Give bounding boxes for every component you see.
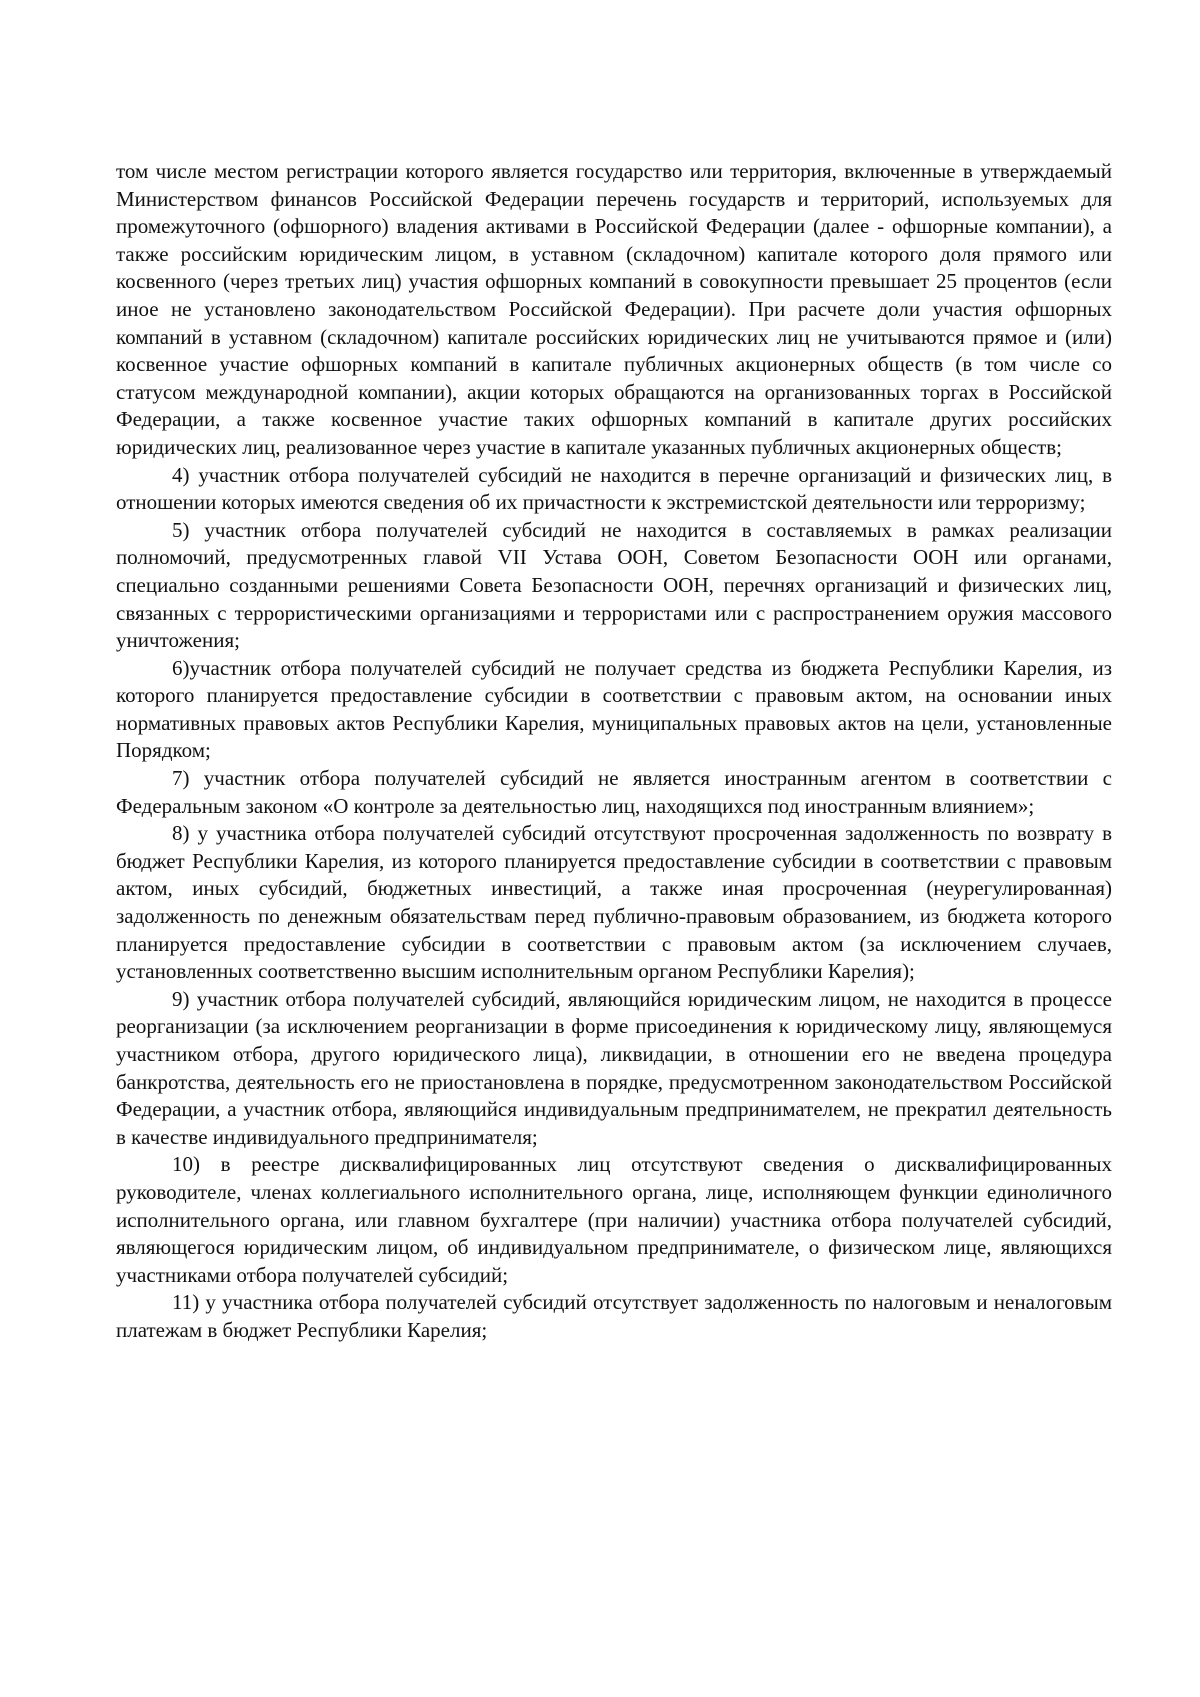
paragraph-item-9: 9) участник отбора получателей субсидий, являющийся юридическим лицом, не находится в процессе реорганизации (за исключением реорганизации в форме присоединения к юридическому лицу, являющемуся участником отбора, другого юридического лица), ликвидации, в отношении его не введена процедура банкротства, деятельность его не приостановлена в порядке, предусмотренном законодательством Российской Федерации, а участник отбора, являющийся индивидуальным предпринимателем, не прекратил деятельность в качестве индивидуального предпринимателя; bbox=[116, 986, 1112, 1149]
paragraph-item-8: 8) у участника отбора получателей субсидий отсутствуют просроченная задолженность по возврату в бюджет Республики Карелия, из которого планируется предоставление субсидии в соответствии с правовым актом, иных субсидий, бюджетных инвестиций, а также иная просроченная (неурегулированная) задолженность по денежным обязательствам перед публично-правовым образованием, из бюджета которого планируется предоставление субсидии в соответствии с правовым актом (за исключением случаев, установленных соответственно высшим исполнительным органом Республики Карелия); bbox=[116, 821, 1112, 984]
paragraph-item-6: 6)участник отбора получателей субсидий не получает средства из бюджета Республики Карелия, из которого планируется предоставление субсидии в соответствии с правовым актом, на основании иных нормативных правовых актов Республики Карелия, муниципальных правовых актов на цели, установленные Порядком; bbox=[116, 655, 1112, 763]
paragraph-item-10: 10) в реестре дисквалифицированных лиц отсутствуют сведения о дисквалифицированных руководителе, членах коллегиального исполнительного органа, лице, исполняющем функции единоличного исполнительного органа, или главном бухгалтере (при наличии) участника отбора получателей субсидий, являющегося юридическим лицом, об индивидуальном предпринимателе, о физическом лице, являющихся участниками отбора получателей субсидий; bbox=[116, 1152, 1112, 1287]
paragraph-item-4: 4) участник отбора получателей субсидий не находится в перечне организаций и физических лиц, в отношении которых имеются сведения об их причастности к экстремистской деятельности или терроризму; bbox=[116, 462, 1112, 515]
paragraph-item-7: 7) участник отбора получателей субсидий не является иностранным агентом в соответствии с Федеральным законом «О контроле за деятельностью лиц, находящихся под иностранным влиянием»; bbox=[116, 766, 1112, 818]
paragraph-continuation: том числе местом регистрации которого является государство или территория, включенные в утверждаемый Министерством финансов Российской Федерации перечень государств и территорий, используемых для промежуточного (офшорного) владения активами в Российской Федерации (далее - офшорные компании), а также российским юридическим лицом, в уставном (складочном) капитале которого доля прямого или косвенного (через третьих лиц) участия офшорных компаний в совокупности превышает 25 процентов (если иное не установлено законодательством Российской Федерации). При расчете доли участия офшорных компаний в уставном (складочном) капитале российских юридических лиц не учитываются прямое и (или) косвенное участие офшорных компаний в капитале публичных акционерных обществ (в том числе со статусом международной компании), акции которых обращаются на организованных торгах в Российской Федерации, а также косвенное участие таких офшорных компаний в капитале других российских юридических лиц, реализованное через участие в капитале указанных публичных акционерных обществ; bbox=[116, 159, 1112, 459]
paragraph-item-11: 11) у участника отбора получателей субсидий отсутствует задолженность по налоговым и неналоговым платежам в бюджет Республики Карелия; bbox=[116, 1290, 1112, 1342]
paragraph-item-5: 5) участник отбора получателей субсидий не находится в составляемых в рамках реализации полномочий, предусмотренных главой VII Устава ООН, Советом Безопасности ООН или органами, специально созданными решениями Совета Безопасности ООН, перечнях организаций и физических лиц, связанных с террористическими организациями и террористами или с распространением оружия массового уничтожения; bbox=[116, 517, 1112, 653]
document-body bbox=[116, 158, 1112, 1345]
